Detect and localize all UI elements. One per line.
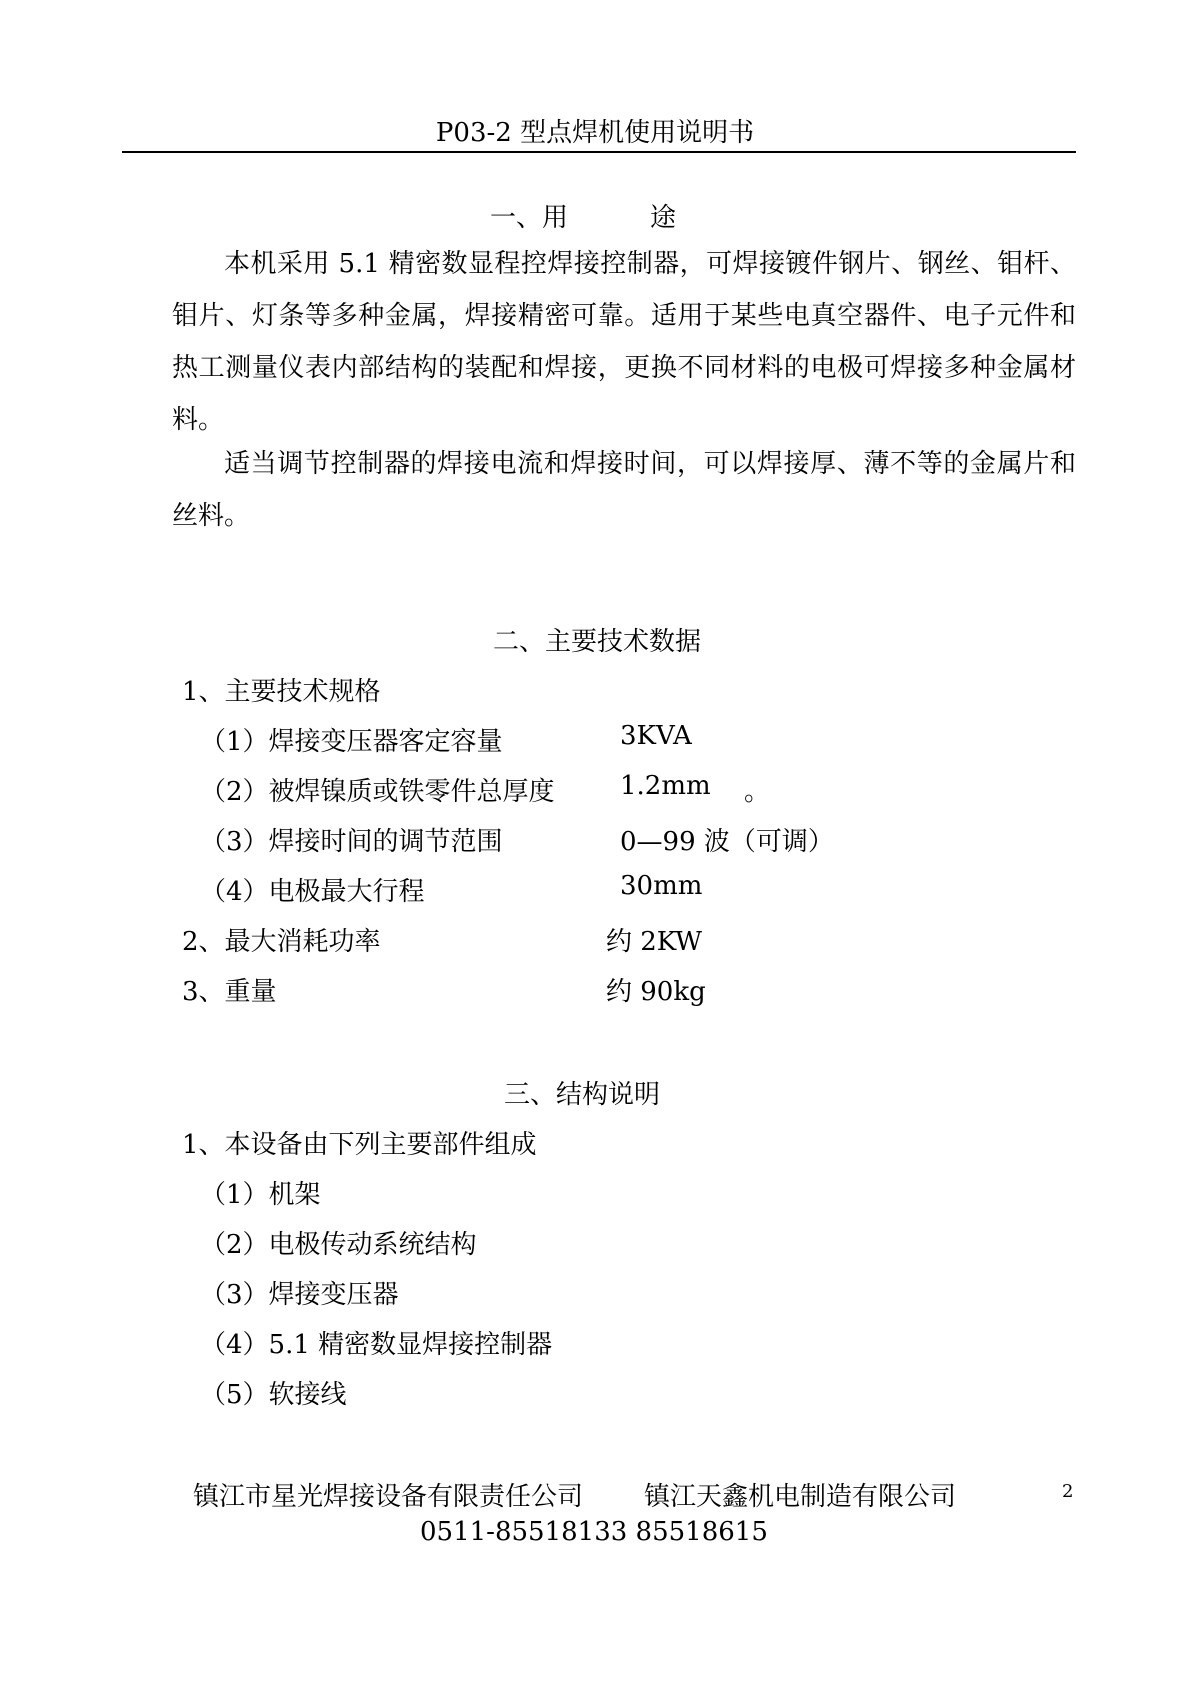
list-item: （5）软接线 <box>200 1380 347 1410</box>
weight-value: 约 90kg <box>606 977 706 1007</box>
parts-group-label: 1、本设备由下列主要部件组成 <box>182 1130 537 1160</box>
list-item: （3）焊接变压器 <box>200 1280 399 1310</box>
spec-label: （3）焊接时间的调节范围 <box>200 827 503 857</box>
spec-label: （1）焊接变压器客定容量 <box>200 727 503 757</box>
footer-company-2: 镇江天鑫机电制造有限公司 <box>644 1482 957 1512</box>
power-value: 约 2KW <box>606 927 703 957</box>
page-title: P03-2 型点焊机使用说明书 <box>435 118 755 148</box>
section1-paragraph-2: 适当调节控制器的焊接电流和焊接时间，可以焊接厚、薄不等的金属片和丝料。 <box>172 449 1076 531</box>
section1-heading-b: 途 <box>650 203 677 233</box>
spec-group-label: 1、主要技术规格 <box>182 677 381 707</box>
section1-heading-a: 一、用 <box>490 203 569 233</box>
list-item: （4）5.1 精密数显焊接控制器 <box>200 1330 553 1360</box>
section3-heading: 三、结构说明 <box>504 1080 661 1110</box>
list-item: （2）电极传动系统结构 <box>200 1230 477 1260</box>
spec-value: 3KVA <box>620 721 692 751</box>
section1-paragraph-1: 本机采用 5.1 精密数显程控焊接控制器，可焊接镀件钢片、钢丝、钼杆、钼片、灯条等多种金属，焊接精密可靠。适用于某些电真空器件、电子元件和热工测量仪表内部结构的装配和焊接，更换不同材料的电极可焊接多种金属材料。 <box>172 249 1076 435</box>
spec-suffix: 。 <box>744 777 771 807</box>
list-item: （1）机架 <box>200 1180 321 1210</box>
footer-company-1: 镇江市星光焊接设备有限责任公司 <box>193 1482 584 1512</box>
spec-value: 30mm <box>620 871 703 901</box>
power-label: 2、最大消耗功率 <box>182 927 381 957</box>
spec-value: 0—99 波（可调） <box>620 827 834 857</box>
footer-phones: 0511-85518133 85518615 <box>420 1517 768 1547</box>
section2-heading: 二、主要技术数据 <box>493 627 702 657</box>
spec-label: （2）被焊镍质或铁零件总厚度 <box>200 777 555 807</box>
spec-value: 1.2mm <box>620 771 711 801</box>
page-number: 2 <box>1062 1481 1074 1502</box>
weight-label: 3、重量 <box>182 977 277 1007</box>
spec-label: （4）电极最大行程 <box>200 877 425 907</box>
header-divider <box>122 151 1076 153</box>
